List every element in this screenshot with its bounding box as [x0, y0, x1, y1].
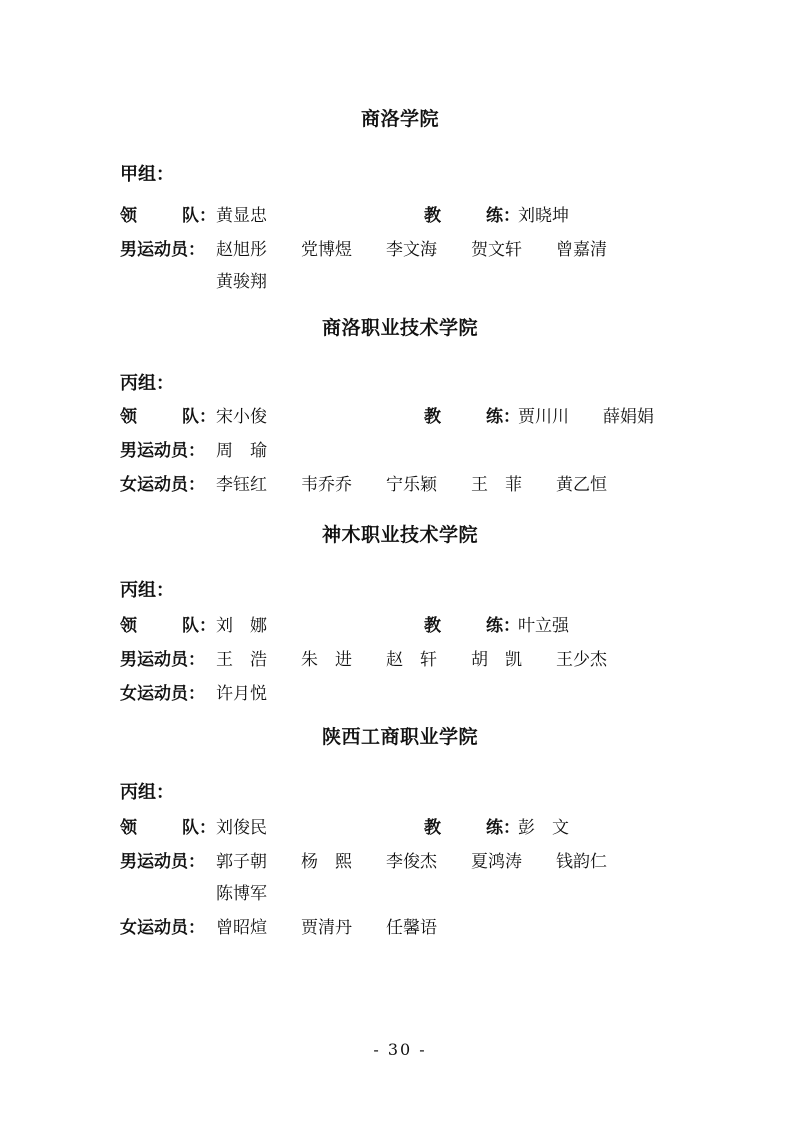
school-title: 商洛职业技术学院 [321, 317, 478, 339]
male-athletes-list [216, 436, 301, 461]
leader-label: 领 队： [120, 206, 216, 226]
coach-names [518, 611, 603, 636]
male-athletes-list [216, 267, 301, 292]
athlete-name: 李俊杰 [386, 852, 437, 872]
female-athletes-list [216, 679, 301, 704]
male-athletes-list [216, 235, 641, 260]
athlete-name: 宁乐颖 [386, 475, 437, 495]
male-athletes-list [216, 879, 301, 904]
athlete-name: 黄骏翔 [216, 272, 267, 292]
group-title: 丙组： [120, 373, 174, 394]
athlete-name: 夏鸿涛 [471, 852, 522, 872]
male-athletes-list [216, 847, 641, 872]
coach-label: 教 练： [424, 407, 520, 427]
athlete-name: 王 浩 [216, 650, 267, 670]
coach-name: 叶立强 [518, 616, 569, 636]
coach-name: 薛娟娟 [603, 407, 654, 427]
athlete-name: 钱韵仁 [556, 852, 607, 872]
athlete-name: 许月悦 [216, 684, 267, 704]
female-athletes-label: 女运动员： [120, 918, 205, 938]
group-title: 甲组： [120, 164, 174, 185]
coach-name: 刘晓坤 [518, 206, 569, 226]
female-athletes-list [216, 913, 471, 938]
leader-label: 领 队： [120, 616, 216, 636]
athlete-name: 韦乔乔 [301, 475, 352, 495]
coach-name: 彭 文 [518, 818, 569, 838]
page-number: - 30 - [373, 1040, 427, 1059]
athlete-name: 周 瑜 [216, 441, 267, 461]
athlete-name: 朱 进 [301, 650, 352, 670]
leader-name: 刘 娜 [216, 616, 267, 636]
athlete-name: 郭子朝 [216, 852, 267, 872]
group-title: 丙组： [120, 782, 174, 803]
coach-label: 教 练： [424, 206, 520, 226]
athlete-name: 王 菲 [471, 475, 522, 495]
leader-name: 刘俊民 [216, 818, 267, 838]
athlete-name: 党博煜 [301, 240, 352, 260]
coach-names [518, 813, 603, 838]
leader-name: 宋小俊 [216, 407, 267, 427]
athlete-name: 贺文轩 [471, 240, 522, 260]
athlete-name: 黄乙恒 [556, 475, 607, 495]
coach-label: 教 练： [424, 616, 520, 636]
male-athletes-list [216, 645, 641, 670]
athlete-name: 曾嘉清 [556, 240, 607, 260]
school-title: 商洛学院 [360, 108, 439, 130]
school-title: 陕西工商职业学院 [321, 726, 478, 748]
male-athletes-label: 男运动员： [120, 240, 205, 260]
female-athletes-label: 女运动员： [120, 684, 205, 704]
athlete-name: 曾昭煊 [216, 918, 267, 938]
leader-name: 黄显忠 [216, 206, 267, 226]
coach-name: 贾川川 [518, 407, 569, 427]
athlete-name: 贾清丹 [301, 918, 352, 938]
coach-names [518, 201, 603, 226]
athlete-name: 胡 凯 [471, 650, 522, 670]
athlete-name: 杨 熙 [301, 852, 352, 872]
leader-label: 领 队： [120, 407, 216, 427]
athlete-name: 赵 轩 [386, 650, 437, 670]
group-title: 丙组： [120, 580, 174, 601]
leader-label: 领 队： [120, 818, 216, 838]
female-athletes-list [216, 470, 641, 495]
female-athletes-label: 女运动员： [120, 475, 205, 495]
male-athletes-label: 男运动员： [120, 650, 205, 670]
athlete-name: 任馨语 [386, 918, 437, 938]
athlete-name: 陈博军 [216, 884, 267, 904]
male-athletes-label: 男运动员： [120, 852, 205, 872]
athlete-name: 王少杰 [556, 650, 607, 670]
athlete-name: 赵旭彤 [216, 240, 267, 260]
coach-label: 教 练： [424, 818, 520, 838]
school-title: 神木职业技术学院 [321, 524, 478, 546]
athlete-name: 李文海 [386, 240, 437, 260]
male-athletes-label: 男运动员： [120, 441, 205, 461]
coach-names [518, 402, 688, 427]
athlete-name: 李钰红 [216, 475, 267, 495]
